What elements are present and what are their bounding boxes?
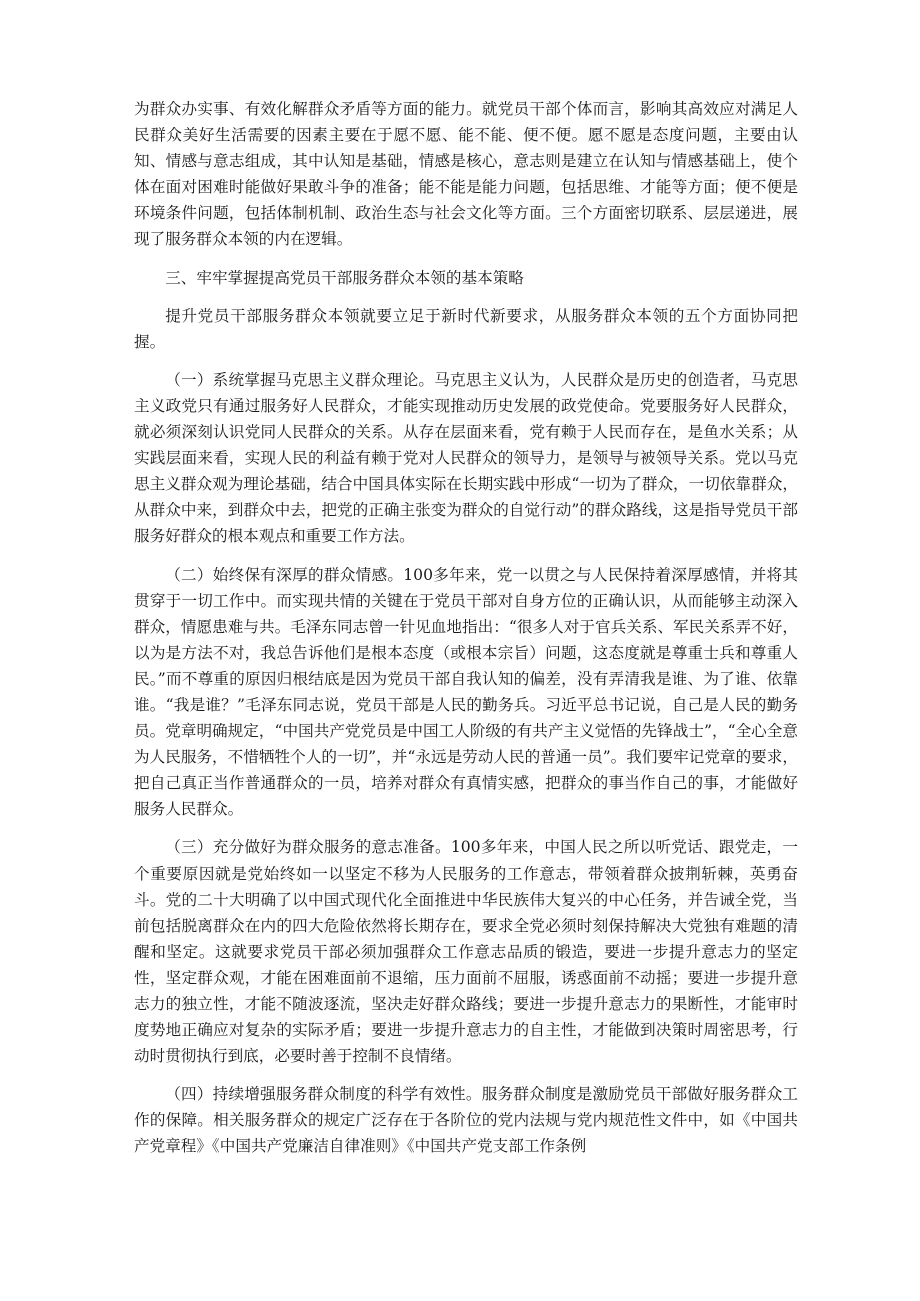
- paragraph-item-1: （一）系统掌握马克思主义群众理论。马克思主义认为，人民群众是历史的创造者，马克思主义政党只有通过服务好人民群众，才能实现推动历史发展的政党使命。党要服务好人民群众，就必须深刻认识党同人民群众的关系。从存在层面来看，党有赖于人民而存在，是鱼水关系；从实践层面来看，实现人民的利益有赖于党对人民群众的领导力，是领导与被领导关系。党以马克思主义群众观为理论基础，结合中国具体实际在长期实践中形成“一切为了群众，一切依靠群众，从群众中来，到群众中去，把党的正确主张变为群众的自觉行动”的群众路线，这是指导党员干部服务好群众的根本观点和重要工作方法。: [134, 370, 798, 546]
- paragraph-item-3: （三）充分做好为群众服务的意志准备。100多年来，中国人民之所以听党话、跟党走，一个重要原因就是党始终如一以坚定不移为人民服务的工作意志，带领着群众披荆斩棘，英勇奋斗。党的二十大明确了以中国式现代化全面推进中华民族伟大复兴的中心任务，并告诫全党，当前包括脱离群众在内的四大危险依然将长期存在，要求全党必须时刻保持解决大党独有难题的清醒和坚定。这就要求党员干部必须加强群众工作意志品质的锻造，要进一步提升意志力的坚定性，坚定群众观，才能在困难面前不退缩，压力面前不屈服，诱惑面前不动摇；要进一步提升意志力的独立性，才能不随波逐流，坚决走好群众路线；要进一步提升意志力的果断性，才能审时度势地正确应对复杂的实际矛盾；要进一步提升意志力的自主性，才能做到决策时周密思考，行动时贯彻执行到底，必要时善于控制不良情绪。: [134, 838, 798, 1066]
- document-page: [134, 96, 798, 1160]
- paragraph-continuation: 为群众办实事、有效化解群众矛盾等方面的能力。就党员干部个体而言，影响其高效应对满足人民群众美好生活需要的因素主要在于愿不愿、能不能、便不便。愿不愿是态度问题，主要由认知、情感与意志组成，其中认知是基础，情感是核心，意志则是建立在认知与情感基础上，使个体在面对困难时能做好果敢斗争的准备；能不能是能力问题，包括思维、才能等方面；便不便是环境条件问题，包括体制机制、政治生态与社会文化等方面。三个方面密切联系、层层递进，展现了服务群众本领的内在逻辑。: [134, 100, 798, 249]
- paragraph-item-2: （二）始终保有深厚的群众情感。100多年来，党一以贯之与人民保持着深厚感情，并将其贯穿于一切工作中。而实现共情的关键在于党员干部对自身方位的正确认识，从而能够主动深入群众，情愿患难与共。毛泽东同志曾一针见血地指出：“很多人对于官兵关系、军民关系弄不好，以为是方法不对，我总告诉他们是根本态度（或根本宗旨）问题，这态度就是尊重士兵和尊重人民。”而不尊重的原因归根结底是因为党员干部自我认知的偏差，没有弄清我是谁、为了谁、依靠谁。“我是谁？”毛泽东同志说，党员干部是人民的勤务兵。习近平总书记说，自己是人民的勤务员。党章明确规定，“中国共产党党员是中国工人阶级的有共产主义觉悟的先锋战士”，“全心全意为人民服务，不惜牺牲个人的一切”，并“永远是劳动人民的普通一员”。我们要牢记党章的要求，把自己真正当作普通群众的一员，培养对群众有真情实感，把群众的事当作自己的事，才能做好服务人民群众。: [134, 565, 798, 819]
- paragraph-item-4: （四）持续增强服务群众制度的科学有效性。服务群众制度是激励党员干部做好服务群众工作的保障。相关服务群众的规定广泛存在于各阶位的党内法规与党内规范性文件中，如《中国共产党章程》《中国共产党廉洁自律准则》《中国共产党支部工作条例: [134, 1085, 798, 1156]
- paragraph-intro: 提升党员干部服务群众本领就要立足于新时代新要求，从服务群众本领的五个方面协同把握。: [134, 306, 798, 351]
- section-heading: 三、牢牢掌握提高党员干部服务群众本领的基本策略: [165, 268, 524, 287]
